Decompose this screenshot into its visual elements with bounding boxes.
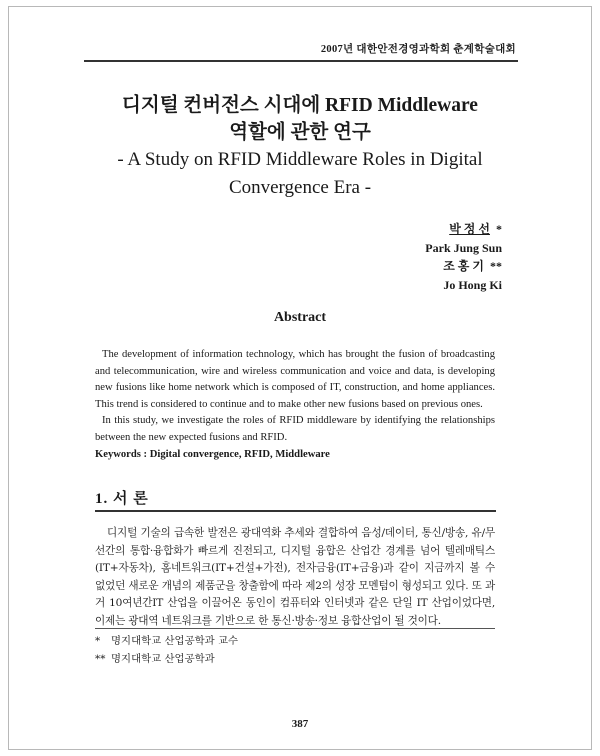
paper-title <box>80 92 520 202</box>
abstract-body <box>95 347 495 463</box>
footnote-rule <box>95 628 495 629</box>
page-number: 387 <box>291 718 309 730</box>
author-affiliation-mark: * <box>496 222 502 236</box>
title-korean-line-1: 디지털 컨버전스 시대에 RFID Middleware <box>122 95 478 116</box>
footnote-2 <box>95 650 238 668</box>
footnote-text: 명지대학교 산업공학과 교수 <box>111 635 239 647</box>
title-english-line-2: Convergence Era - <box>228 177 372 198</box>
footnotes <box>95 632 238 668</box>
header-rule <box>84 60 518 62</box>
running-header: 2007년 대한안전경영과학회 춘계학술대회 <box>320 44 516 55</box>
section-heading: 1. 서 론 <box>95 491 149 507</box>
section-rule <box>95 510 496 512</box>
section-paragraph: 디지털 기술의 급속한 발전은 광대역화 추세와 결합하여 음성/데이터, 통신/방송, 유/무선간의 통합·융합화가 빠르게 진전되고, 디지털 융합은 산업간 경계를 넘어 텔레매틱스(IT+자동차), 홈네트워크(IT+건설+가전), 전자금융(IT+금융)과 같이 지금까지 볼 수 없었던 새로운 개념의 제품군을 창출함에 따라 제2의 성장 모멘텀이 형성되고 있다. 또 과거 10여년간IT 산업을 이끌어온 동인이 컴퓨터와 인터넷과 같은 단일 IT 산업이었다면, 이제는 광대역 네트워크를 기반으로 한 통신·방송·정보 융합산업이 될 것이다. <box>95 527 495 627</box>
author-list <box>425 220 502 294</box>
section-body <box>95 525 495 631</box>
title-english-line-1: - A Study on RFID Middleware Roles in Digital <box>117 149 483 170</box>
footnote-text: 명지대학교 산업공학과 <box>111 653 215 665</box>
author-2-english: Jo Hong Ki <box>443 277 502 292</box>
author-2-korean <box>425 257 502 276</box>
title-korean-line-2: 역할에 관한 연구 <box>229 122 371 143</box>
author-affiliation-mark: ** <box>490 259 502 273</box>
author-1-english: Park Jung Sun <box>425 240 502 255</box>
abstract-paragraph: In this study, we investigate the roles of RFID middleware by identifying the relationships between the new expected fusions and RFID. <box>95 415 495 443</box>
footnote-mark: ** <box>95 653 106 665</box>
author-name-ko: 조 홍 기 <box>443 259 484 273</box>
author-name-ko: 박 정 선 <box>449 222 490 236</box>
abstract-paragraph: The development of information technology, which has brought the fusion of broadcasting and telecommunication, wire and wireless communication and voice and data, is developing new fusions like home network which is composed of IT, construction, and home appliances. This trend is considered to continue and to make other new fusions based on previous ones. <box>95 349 495 410</box>
author-1-korean <box>425 220 502 239</box>
abstract-heading: Abstract <box>273 310 327 325</box>
keywords: Keywords : Digital convergence, RFID, Middleware <box>95 448 330 460</box>
footnote-mark: * <box>95 635 101 647</box>
footnote-1 <box>95 632 238 650</box>
